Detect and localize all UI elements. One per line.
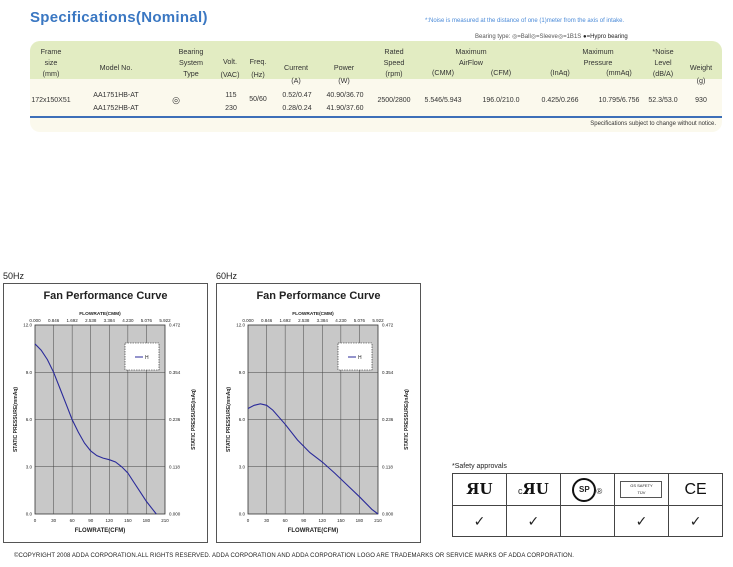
header-airflow-l1: Maximum (455, 47, 487, 56)
header-speed-l1: Rated (384, 47, 404, 56)
bearing-legend (475, 33, 628, 40)
x-tick-label: 90 (88, 518, 94, 523)
y-tick-label-left: 0.0 (25, 511, 32, 517)
bearing-legend-items: ◎=Ball◎=Sleeve◎=1B1S (512, 34, 582, 40)
header-pressure-mmaq: (mmAq) (606, 68, 632, 77)
cell-bearing: ◎ (172, 95, 180, 105)
dekra-logo-line-2: TÜV (637, 489, 646, 495)
header-frame (36, 46, 66, 79)
x-tick-label: 0 (246, 518, 250, 523)
header-pressure-l2: Pressure (583, 58, 613, 67)
csa-logo (560, 474, 614, 506)
header-freq (244, 55, 272, 81)
y-tick-label-right: 0.472 (169, 322, 181, 328)
top-tick-label: 0.846 (47, 318, 60, 323)
chart-50hz-panel (3, 283, 208, 543)
top-axis-label: FLOWRATE(CMM) (292, 312, 334, 317)
header-speed-l3: (rpm) (385, 69, 403, 78)
bearing-legend-hypro: ●=Hypro bearing (582, 34, 628, 40)
header-frame-l3: (mm) (42, 69, 60, 78)
header-airflow-l2: AirFlow (459, 58, 483, 67)
x-tick-label: 180 (355, 518, 364, 523)
page-title: Specifications(Nominal) (30, 9, 208, 26)
y-axis-label-right: STATIC PRESSURE(inAq) (191, 389, 197, 450)
spec-table (30, 41, 722, 132)
header-current-l1: Current (284, 63, 308, 72)
y-tick-label-right: 0.000 (169, 511, 181, 517)
ul-logo-text: ЯU (466, 480, 493, 498)
chart-60hz (217, 284, 420, 542)
cell-model-1: AA1751HB-AT (93, 92, 139, 99)
x-tick-label: 210 (374, 518, 382, 523)
header-power-l2: (W) (338, 76, 350, 85)
y-tick-label-left: 12.0 (23, 322, 32, 328)
x-tick-label: 150 (124, 518, 132, 523)
check-cul: ✓ (506, 506, 560, 537)
copyright-text: ©COPYRIGHT 2008 ADDA CORPORATION.ALL RIGHTS RESERVED. ADDA CORPORATION AND ADDA CORPORATION LOGO ARE TRADEMARKS OR SERVICE MARKS OF ADDA CORPORATION. (14, 553, 574, 559)
x-axis-label: FLOWRATE(CFM) (287, 528, 339, 534)
top-tick-label: 5.076 (140, 318, 153, 323)
header-bearing-l1: Bearing (178, 47, 204, 56)
y-tick-label-left: 9.0 (238, 369, 245, 375)
x-tick-label: 90 (301, 518, 307, 523)
top-tick-label: 2.538 (85, 318, 97, 323)
x-axis-label: FLOWRATE(CFM) (74, 528, 126, 534)
y-tick-label-right: 0.354 (382, 369, 394, 375)
x-tick-label: 60 (282, 518, 288, 523)
header-weight (686, 61, 716, 87)
cul-logo-c: c (518, 486, 523, 496)
y-tick-label-left: 9.0 (25, 369, 32, 375)
x-tick-label: 30 (51, 518, 57, 523)
header-noise-l3: (dB/A) (652, 69, 674, 78)
chart-60hz-title: Fan Performance Curve (256, 290, 381, 302)
top-tick-label: 5.076 (353, 318, 366, 323)
y-axis-label-left: STATIC PRESSURE(mmAq) (13, 386, 19, 453)
y-tick-label-right: 0.472 (382, 322, 394, 328)
ru-logo (453, 474, 507, 506)
header-airflow-cmm: (CMM) (432, 68, 454, 77)
top-tick-label: 0.000 (29, 318, 41, 323)
header-airflow-cfm: (CFM) (490, 68, 512, 77)
cell-power-1: 40.90/36.70 (326, 92, 364, 99)
top-tick-label: 1.692 (279, 318, 291, 323)
top-tick-label: 4.230 (122, 318, 134, 323)
y-tick-label-right: 0.118 (382, 464, 393, 470)
header-speed (376, 46, 412, 79)
cell-freq: 50/60 (249, 96, 267, 103)
header-power-l1: Power (333, 63, 355, 72)
top-tick-label: 5.922 (372, 318, 384, 323)
cell-speed: 2500/2800 (377, 97, 411, 104)
header-volt-l2: (VAC) (220, 70, 240, 79)
dekra-logo (614, 474, 669, 506)
cell-currents (276, 89, 318, 115)
header-noise-l2: Level (654, 58, 672, 67)
header-weight-l2: (g) (696, 76, 706, 85)
cell-inaq: 0.425/0.266 (541, 97, 579, 104)
chart-50hz (4, 284, 207, 542)
y-tick-label-left: 0.0 (238, 511, 245, 517)
x-tick-label: 30 (264, 518, 270, 523)
csa-logo-mark: SP (572, 478, 596, 502)
header-frame-l2: size (44, 58, 58, 67)
safety-approvals-table (452, 473, 723, 537)
header-bearing-l2: System (179, 58, 203, 67)
header-pressure-inaq: (InAq) (550, 68, 570, 77)
header-volt (216, 55, 244, 81)
x-tick-label: 120 (105, 518, 114, 523)
y-tick-label-left: 6.0 (238, 417, 245, 422)
spec-table-divider (30, 116, 722, 118)
x-tick-label: 180 (142, 518, 151, 523)
top-tick-label: 5.922 (159, 318, 171, 323)
cell-power-2: 41.90/37.60 (326, 105, 364, 112)
spec-footnote: Specifications subject to change without notice. (590, 121, 716, 127)
y-tick-label-left: 3.0 (25, 464, 32, 470)
x-tick-label: 60 (69, 518, 75, 523)
header-speed-l2: Speed (383, 58, 405, 67)
check-dekra: ✓ (614, 506, 669, 537)
top-tick-label: 3.384 (103, 318, 115, 323)
legend-label: H (145, 355, 149, 361)
y-axis-label-right: STATIC PRESSURE(inAq) (404, 389, 410, 450)
header-volt-l1: Volt. (223, 57, 237, 66)
header-weight-l1: Weight (689, 63, 713, 72)
header-pressure (563, 46, 633, 68)
x-tick-label: 210 (161, 518, 169, 523)
y-tick-label-left: 12.0 (236, 322, 245, 328)
csa-registered-mark: ® (596, 486, 603, 496)
header-freq-l1: Freq. (249, 57, 267, 66)
y-tick-label-left: 6.0 (25, 417, 32, 422)
header-bearing-l3: Type (183, 69, 199, 78)
header-noise-l1: *Noise (652, 47, 674, 56)
cell-mmaq: 10.795/6.756 (598, 97, 640, 104)
cell-frame: 172x150X51 (31, 97, 71, 104)
header-current-l2: (A) (291, 76, 301, 85)
top-axis-label: FLOWRATE(CMM) (79, 312, 121, 317)
legend-label: H (358, 355, 362, 361)
check-ce: ✓ (669, 506, 723, 537)
top-tick-label: 2.538 (298, 318, 310, 323)
header-model: Model No. (99, 63, 133, 72)
top-tick-label: 1.692 (66, 318, 78, 323)
cell-powers (322, 89, 368, 115)
top-tick-label: 0.846 (260, 318, 273, 323)
chart-50hz-title: Fan Performance Curve (43, 290, 168, 302)
header-bearing (171, 46, 211, 79)
header-noise (646, 46, 680, 79)
cell-weight: 930 (695, 97, 707, 104)
cell-volts (220, 89, 242, 115)
cell-model-2: AA1752HB-AT (93, 105, 139, 112)
x-tick-label: 150 (337, 518, 345, 523)
header-airflow (441, 46, 501, 68)
top-tick-label: 3.384 (316, 318, 328, 323)
y-axis-label-left: STATIC PRESSURE(mmAq) (226, 386, 232, 453)
cell-cfm: 196.0/210.0 (482, 97, 520, 104)
dekra-logo-line-1: GS SAFETY (630, 482, 653, 488)
cell-cmm: 5.546/5.943 (424, 97, 462, 104)
y-tick-label-left: 3.0 (238, 464, 245, 470)
bearing-legend-prefix: Bearing type: (475, 34, 511, 40)
dekra-logo-box (620, 481, 662, 498)
cell-volt-2: 230 (225, 105, 237, 112)
chart-60hz-panel (216, 283, 421, 543)
ce-logo-text: CE (684, 480, 707, 498)
cru-logo (506, 474, 560, 506)
top-tick-label: 4.230 (335, 318, 347, 323)
check-ul: ✓ (453, 506, 507, 537)
top-tick-label: 0.000 (242, 318, 254, 323)
x-tick-label: 0 (33, 518, 37, 523)
header-frame-l1: Frame (40, 47, 62, 56)
header-power (324, 61, 364, 87)
chart-50hz-label: 50Hz (3, 271, 25, 281)
y-tick-label-right: 0.000 (382, 511, 394, 517)
noise-note: *:Noise is measured at the distance of one (1)meter from the axis of intake. (425, 18, 625, 24)
cell-models (86, 89, 146, 115)
cell-current-2: 0.28/0.24 (282, 105, 312, 112)
y-tick-label-right: 0.236 (169, 417, 181, 422)
y-tick-label-right: 0.118 (169, 464, 180, 470)
safety-approvals-label: *Safety approvals (452, 463, 507, 470)
header-current (276, 61, 316, 87)
cell-current-1: 0.52/0.47 (282, 92, 312, 99)
header-freq-l2: (Hz) (251, 70, 265, 79)
cell-volt-1: 115 (225, 92, 237, 99)
cell-noise: 52.3/53.0 (648, 97, 678, 104)
header-pressure-l1: Maximum (582, 47, 614, 56)
chart-60hz-label: 60Hz (216, 271, 238, 281)
y-tick-label-right: 0.236 (382, 417, 394, 422)
ce-logo (669, 474, 723, 506)
check-csa (560, 506, 614, 537)
x-tick-label: 120 (318, 518, 327, 523)
y-tick-label-right: 0.354 (169, 369, 181, 375)
cul-logo-text: ЯU (522, 480, 549, 498)
